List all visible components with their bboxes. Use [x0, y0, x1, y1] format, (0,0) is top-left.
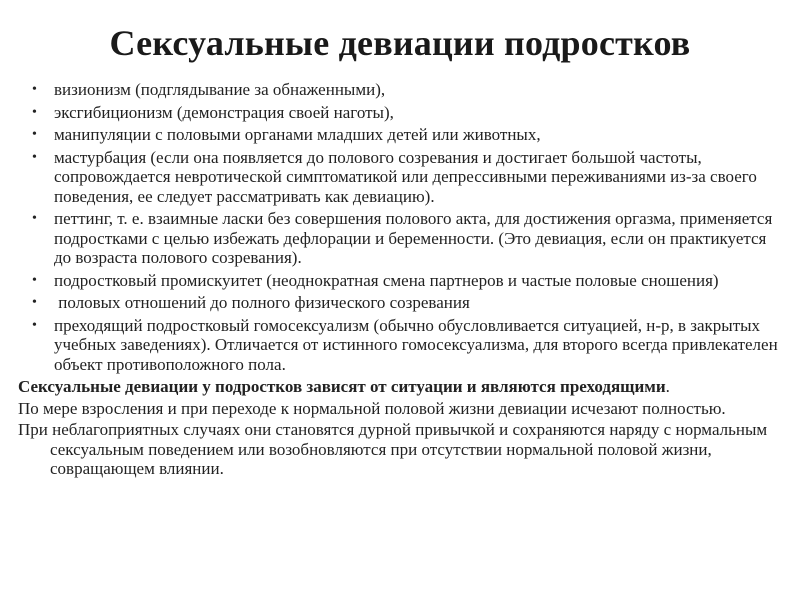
- bullet-icon: •: [32, 104, 37, 120]
- deviation-list: [18, 80, 778, 374]
- bullet-icon: •: [32, 82, 37, 97]
- list-item: [18, 316, 778, 375]
- bullet-icon: •: [32, 211, 37, 226]
- conclusion-tail-text: .: [665, 377, 670, 396]
- conclusion-bold-text: Сексуальные девиации у подростков зависят от ситуации и являются преходящими: [18, 377, 666, 396]
- list-item: [18, 80, 778, 100]
- list-item-text: преходящий подростковый гомосексуализм (обычно обусловливается ситуацией, н-р, в закрытых учебных заведениях). Отличается от истинного гомосексуализма, для второго всегда привлекателен объект противоположного пола.: [54, 315, 778, 374]
- list-item-text: манипуляции с половыми органами младших детей или животных,: [54, 125, 541, 144]
- bullet-icon: •: [32, 272, 37, 288]
- list-item-text: подростковый промискуитет (неоднократная смена партнеров и частые половые сношения): [54, 270, 719, 290]
- list-item: [18, 209, 778, 268]
- list-item: [18, 103, 778, 123]
- list-item: [18, 125, 778, 145]
- list-item-text: половых отношений до полного физического созревания: [54, 293, 470, 312]
- paragraph-text: При неблагоприятных случаях они становятся дурной привычкой и сохраняются наряду с нормальным сексуальным поведением или возобновляются при отсутствии нормальной половой жизни, совращающем влиянии.: [18, 420, 768, 478]
- slide-content: [18, 80, 778, 481]
- bullet-icon: •: [32, 295, 37, 310]
- slide-title: Сексуальные девиации подростков: [109, 23, 691, 63]
- conclusion-paragraph: [18, 377, 778, 397]
- list-item-text: эксгибиционизм (демонстрация своей наготы),: [54, 102, 394, 122]
- paragraph-text: По мере взросления и при переходе к нормальной половой жизни девиации исчезают полностью.: [18, 398, 726, 418]
- paragraph: [18, 399, 778, 419]
- list-item-text: визионизм (подглядывание за обнаженными),: [54, 80, 386, 99]
- paragraph: [18, 420, 778, 479]
- list-item: [18, 293, 778, 313]
- list-item: [18, 148, 778, 207]
- list-item: [18, 271, 778, 291]
- list-item-text: петтинг, т. е. взаимные ласки без совершения полового акта, для достижения оргазма, применяется подростками с целью избежать дефлорации и беременности. (Это девиация, если он практикуется до возраста полового созревания).: [54, 209, 773, 267]
- bullet-icon: •: [32, 317, 37, 333]
- list-item-text: мастурбация (если она появляется до полового созревания и достигает большой частоты, сопровождается невротической симптоматикой или депрессивными переживаниями из-за своего поведения, ее следует рассматривать как девиацию).: [54, 147, 757, 206]
- bullet-icon: •: [32, 127, 37, 142]
- bullet-icon: •: [32, 149, 37, 165]
